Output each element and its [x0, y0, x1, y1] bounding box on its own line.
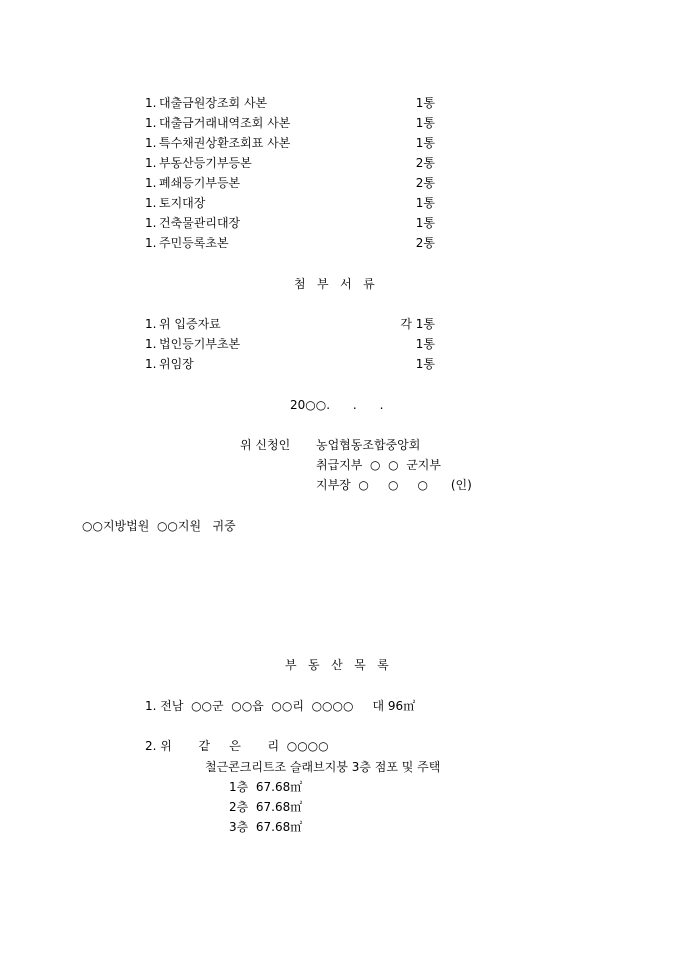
- item-number: 1.: [145, 96, 157, 110]
- list-item: [145, 356, 445, 372]
- list-item: [145, 135, 445, 151]
- item-name: 건축물관리대장: [159, 216, 241, 230]
- floor-area: 1층 67.68㎡: [229, 780, 303, 794]
- attachments-title: 첨 부 서 류: [294, 277, 375, 291]
- list-item: [145, 115, 445, 131]
- applicant-org: 농업협동조합중앙회: [316, 438, 421, 452]
- item-name: 폐쇄등기부등본: [159, 176, 241, 190]
- item-name: 위임장: [159, 357, 194, 371]
- item-count: 1통: [415, 116, 435, 130]
- item-number: 1.: [145, 156, 157, 170]
- item-count: 각 1통: [400, 317, 435, 331]
- item-count: 1통: [415, 216, 435, 230]
- list-item: [145, 175, 445, 191]
- item-name: 특수채권상환조회표 사본: [159, 136, 291, 150]
- item-number: 1.: [145, 116, 157, 130]
- item-number: 1.: [145, 176, 157, 190]
- applicant-branch: 취급지부 ○ ○ 군지부: [316, 458, 441, 472]
- list-item: [145, 235, 445, 251]
- property-item-2: 2. 위 같 은 리 ○○○○: [145, 739, 329, 753]
- item-name: 부동산등기부등본: [159, 156, 252, 170]
- item-name: 토지대장: [159, 196, 206, 210]
- list-item: [145, 95, 445, 111]
- item-name: 주민등록초본: [159, 236, 229, 250]
- court-addressee: ○○지방법원 ○○지원 귀중: [82, 519, 236, 533]
- item-count: 2통: [415, 156, 435, 170]
- list-item: [145, 316, 445, 332]
- item-count: 1통: [415, 337, 435, 351]
- item-name: 대출금원장조회 사본: [159, 96, 268, 110]
- property-item-1: 1. 전남 ○○군 ○○읍 ○○리 ○○○○ 대 96㎡: [145, 699, 416, 713]
- floor-area: 2층 67.68㎡: [229, 800, 303, 814]
- item-count: 1통: [415, 196, 435, 210]
- list-item: [145, 155, 445, 171]
- item-number: 1.: [145, 236, 157, 250]
- item-count: 1통: [415, 357, 435, 371]
- item-count: 2통: [415, 236, 435, 250]
- property-list-title: 부 동 산 목 록: [285, 658, 389, 672]
- item-name: 법인등기부초본: [159, 337, 241, 351]
- applicant-head: 지부장 ○ ○ ○ (인): [316, 478, 472, 492]
- item-number: 1.: [145, 196, 157, 210]
- item-name: 위 입증자료: [159, 317, 221, 331]
- item-number: 1.: [145, 357, 157, 371]
- item-count: 1통: [415, 96, 435, 110]
- item-count: 1통: [415, 136, 435, 150]
- property-description: 철근콘크리트조 슬래브지붕 3층 점포 및 주택: [205, 760, 441, 774]
- item-name: 대출금거래내역조회 사본: [159, 116, 291, 130]
- list-item: [145, 336, 445, 352]
- item-number: 1.: [145, 136, 157, 150]
- item-number: 1.: [145, 317, 157, 331]
- applicant-label: 위 신청인: [240, 438, 291, 452]
- item-number: 1.: [145, 216, 157, 230]
- item-number: 1.: [145, 337, 157, 351]
- item-count: 2통: [415, 176, 435, 190]
- list-item: [145, 215, 445, 231]
- list-item: [145, 195, 445, 211]
- document-date: 20○○. . .: [290, 398, 384, 412]
- floor-area: 3층 67.68㎡: [229, 820, 303, 834]
